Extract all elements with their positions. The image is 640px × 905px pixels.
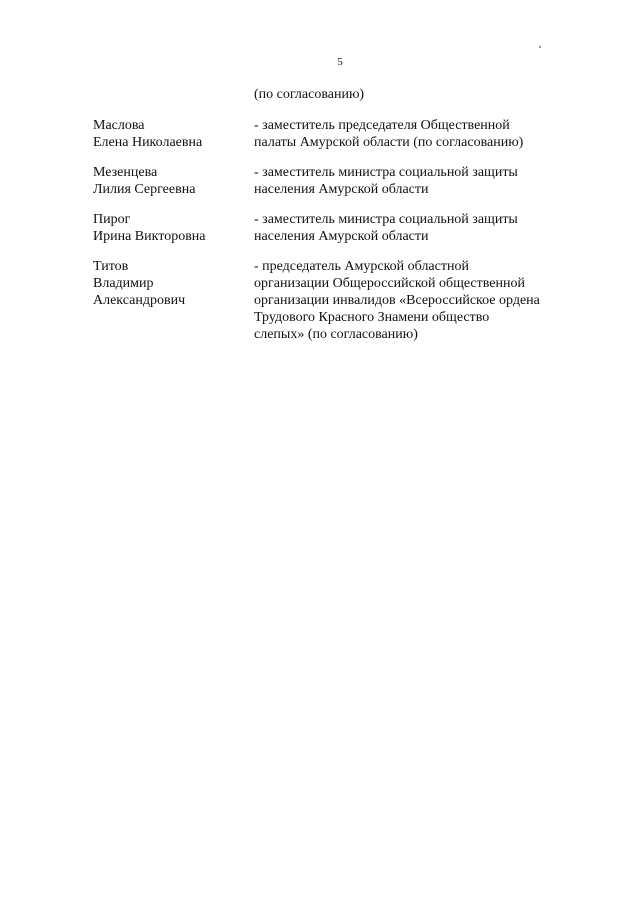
member-surname: Маслова bbox=[93, 118, 145, 133]
member-row bbox=[93, 164, 563, 198]
member-given-names: Лилия Сергеевна bbox=[93, 182, 196, 197]
position-line: слепых» (по согласованию) bbox=[254, 327, 418, 342]
member-row bbox=[93, 211, 563, 245]
member-surname: Титов bbox=[93, 259, 129, 274]
member-surname: Пирог bbox=[93, 212, 131, 227]
position-line: населения Амурской области bbox=[254, 229, 429, 244]
continuation-note: (по согласованию) bbox=[254, 87, 365, 102]
member-given-names: Елена Николаевна bbox=[93, 135, 203, 150]
member-given-name: Владимир bbox=[93, 276, 154, 291]
page-number: 5 bbox=[337, 56, 343, 68]
position-line: - председатель Амурской областной bbox=[254, 259, 469, 274]
member-given-names: Ирина Викторовна bbox=[93, 229, 206, 244]
scan-speck bbox=[539, 46, 541, 48]
position-line: Трудового Красного Знамени общество bbox=[254, 310, 490, 325]
members-list bbox=[93, 117, 563, 356]
position-line: - заместитель председателя Общественной bbox=[254, 118, 510, 133]
member-name bbox=[93, 164, 254, 198]
member-row bbox=[93, 117, 563, 151]
member-name bbox=[93, 117, 254, 151]
member-position bbox=[254, 258, 563, 343]
position-line: организации Общероссийской общественной bbox=[254, 276, 525, 291]
position-line: населения Амурской области bbox=[254, 182, 429, 197]
position-line: палаты Амурской области (по согласованию) bbox=[254, 135, 524, 150]
member-position bbox=[254, 211, 563, 245]
member-name bbox=[93, 258, 254, 309]
member-position bbox=[254, 117, 563, 151]
member-position bbox=[254, 164, 563, 198]
member-patronymic: Александрович bbox=[93, 293, 186, 308]
member-surname: Мезенцева bbox=[93, 165, 158, 180]
position-line: - заместитель министра социальной защиты bbox=[254, 165, 518, 180]
position-line: - заместитель министра социальной защиты bbox=[254, 212, 518, 227]
member-name bbox=[93, 211, 254, 245]
position-line: организации инвалидов «Всероссийское ордена bbox=[254, 293, 540, 308]
member-row bbox=[93, 258, 563, 343]
